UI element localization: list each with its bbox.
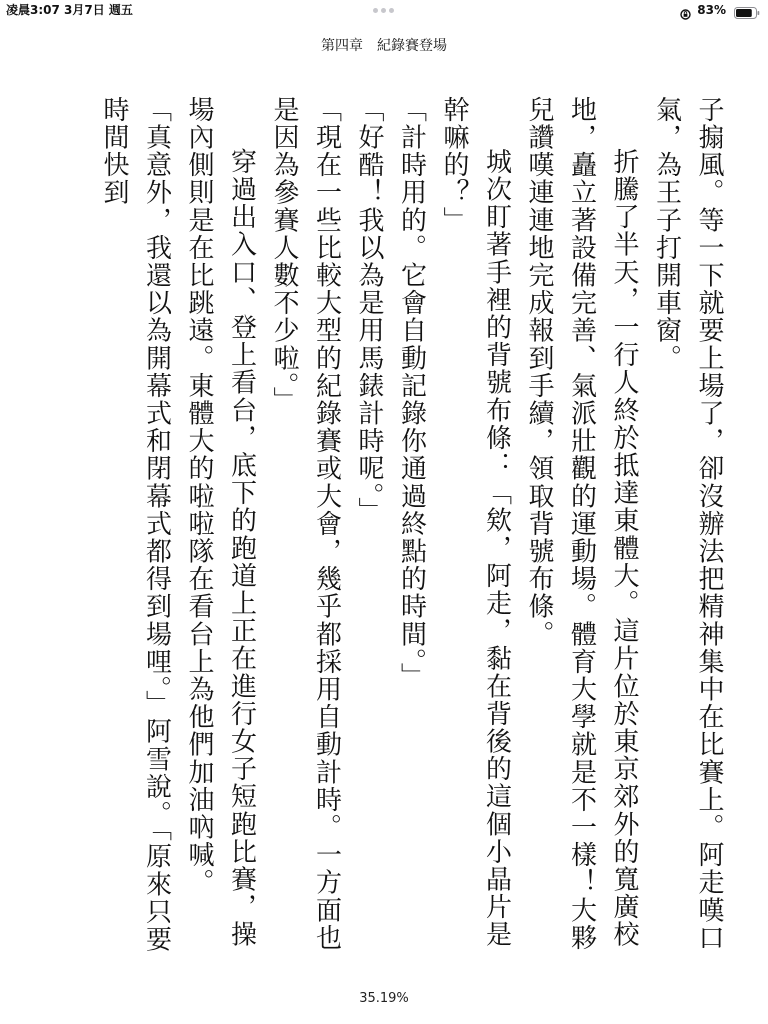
paragraph: 「現在一些比較大型的紀錄賽或大會，幾乎都採用自動計時。一方面也是因為參賽人數不少啦。」 <box>269 96 342 952</box>
status-time: 凌晨3:07 3月7日 週五 <box>6 3 133 17</box>
battery-icon <box>734 4 760 16</box>
status-right <box>680 2 760 18</box>
reading-progress-label: 35.19% <box>359 991 409 1006</box>
paragraph: 穿過出入口、登上看台，底下的跑道上正在進行女子短跑比賽，操場內側則是在比跳遠。東體大的啦啦隊在看台上為他們加油吶喊。 <box>184 96 257 949</box>
paragraph: 「計時用的。它會自動記錄你通過終點的時間。」 <box>396 96 427 691</box>
book-page-text <box>60 96 730 954</box>
paragraph: 「好酷！我以為是用馬錶計時呢。」 <box>354 96 384 525</box>
paragraph: 折騰了半天，一行人終於抵達東體大。這片位於東京郊外的寬廣校地，矗立著設備完善、氣派壯觀的運動場。體育大學就是不一樣！大夥兒讚嘆連連地完成報到手續，領取背號布條。 <box>524 96 639 952</box>
rotation-lock-icon <box>680 5 691 16</box>
battery-percent: 83% <box>697 3 726 17</box>
paragraph: 城次盯著手裡的背號布條：「欸，阿走，黏在背後的這個小晶片是幹嘛的？」 <box>439 96 512 949</box>
paragraph: 子搧風。等一下就要上場了，卻沒辦法把精神集中在比賽上。阿走嘆口氣，為王子打開車窗。 <box>651 96 724 952</box>
paragraph: 「真意外，我還以為開幕式和閉幕式都得到場哩。」阿雪說。「原來只要時間快到 <box>99 96 172 954</box>
multitasking-dots-icon[interactable] <box>373 8 395 13</box>
chapter-title: 第四章 紀錄賽登場 <box>321 38 447 54</box>
status-bar <box>0 0 768 20</box>
